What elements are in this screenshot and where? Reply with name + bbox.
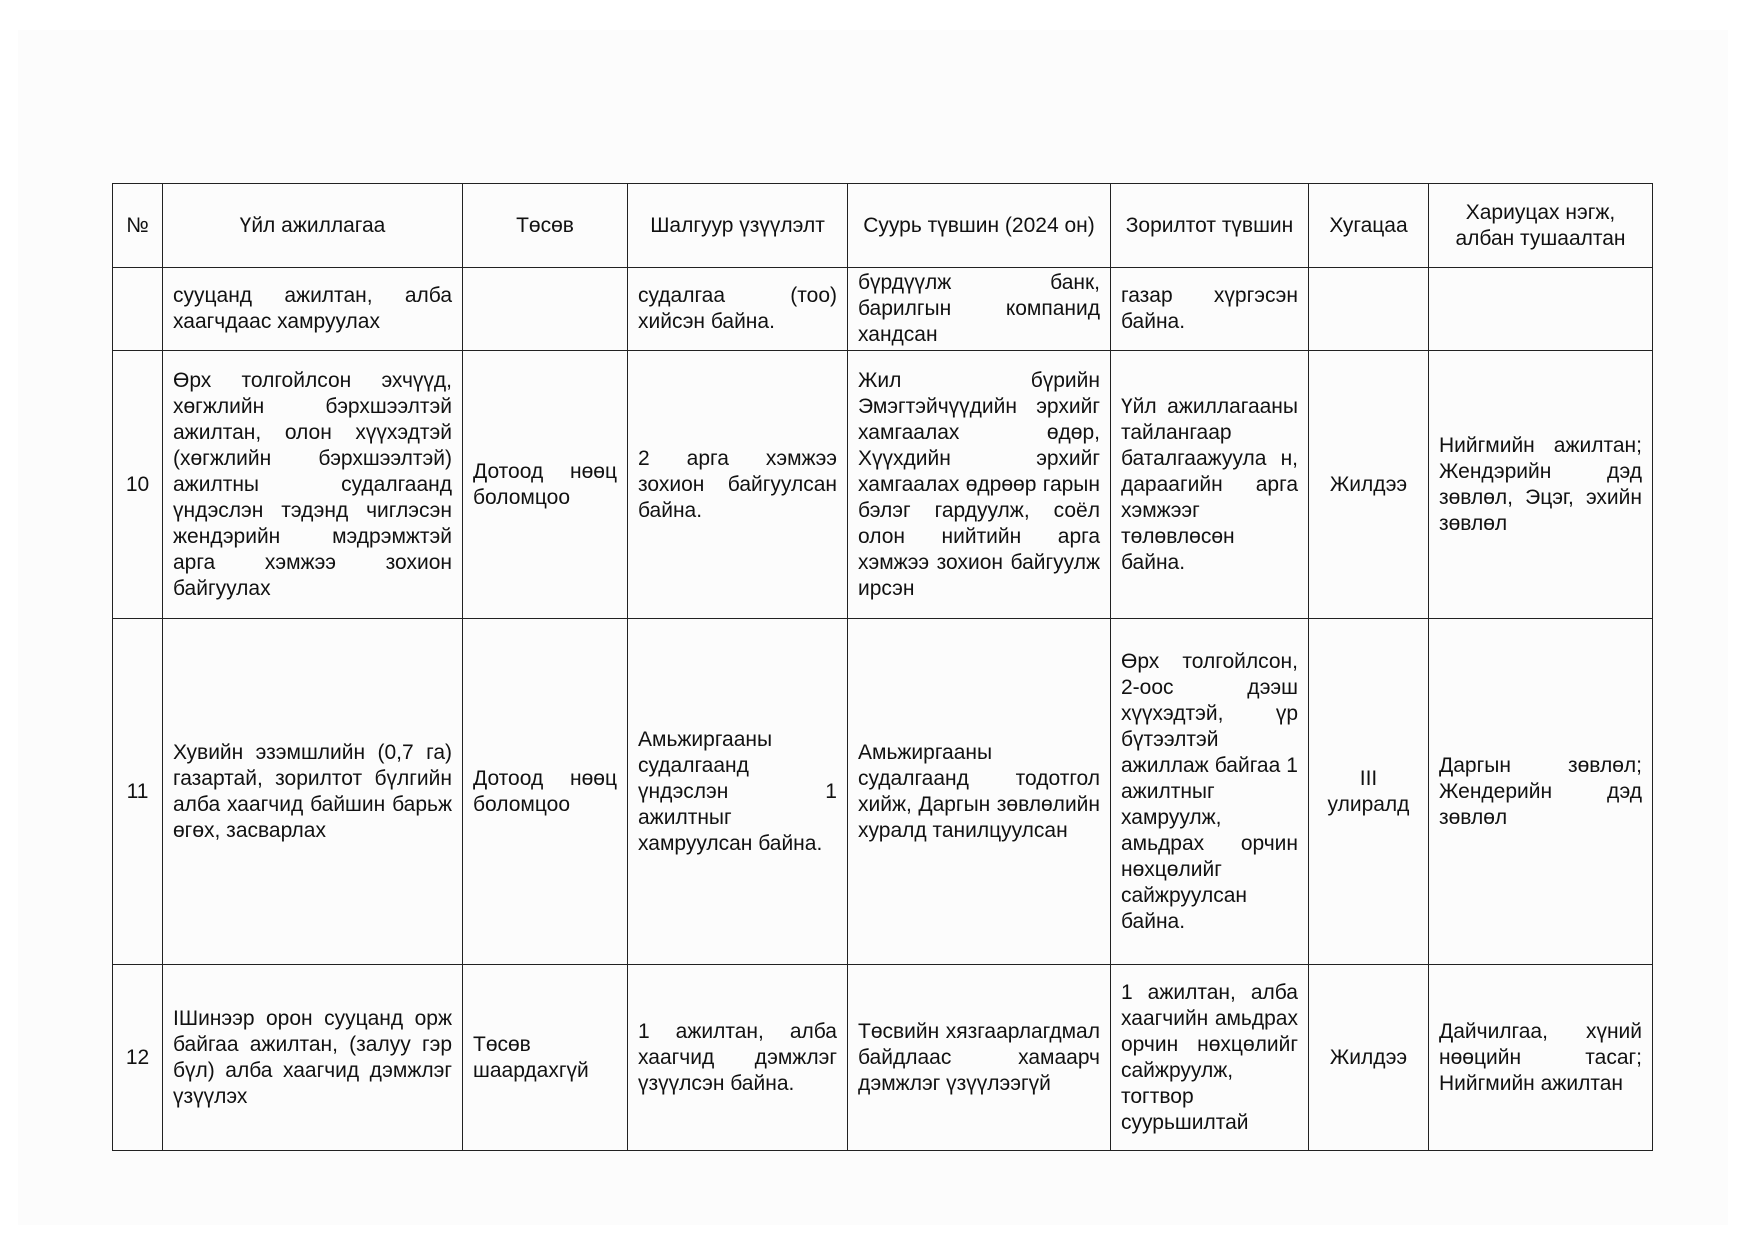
indicator-cell: 1 ажилтан, алба хаагчид дэмжлэг үзүүлсэн байна. xyxy=(628,965,848,1151)
deadline-cell: Жилдээ xyxy=(1309,351,1429,619)
deadline-cell: III улиралд xyxy=(1309,619,1429,965)
baseline-cell: Төсвийн хязгаарлагдмал байдлаас хамаарч дэмжлэг үзүүлээгүй xyxy=(848,965,1111,1151)
activity-cell: Өрх толгойлсон эхчүүд, хөгжлийн бэрхшээлтэй ажилтан, олон хүүхэдтэй (хөгжлийн бэрхшээлтэй) ажилтны судалгаанд үндэслэн тэдэнд чиглэсэн жендэрийн мэдрэмжтэй арга хэмжээ зохион байгуулах xyxy=(163,351,463,619)
responsible-cell: Нийгмийн ажилтан; Жендэрийн дэд зөвлөл, Эцэг, эхийн зөвлөл xyxy=(1429,351,1653,619)
header-target: Зорилтот түвшин xyxy=(1111,184,1309,268)
baseline-cell: бүрдүүлж банк, барилгын компанид хандсан xyxy=(848,268,1111,351)
header-baseline: Суурь түвшин (2024 он) xyxy=(848,184,1111,268)
baseline-cell: Амьжиргааны судалгаанд тодотгол хийж, Даргын зөвлөлийн хуралд танилцуулсан xyxy=(848,619,1111,965)
budget-cell xyxy=(463,268,628,351)
target-cell: Өрх толгойлсон, 2-оос дээш хүүхэдтэй, үр бүтээлтэй ажиллаж байгаа 1 ажилтныг хамруулж, амьдрах орчин нөхцөлийг сайжруулсан байна. xyxy=(1111,619,1309,965)
header-indicator: Шалгуур үзүүлэлт xyxy=(628,184,848,268)
indicator-cell: 2 арга хэмжээ зохион байгуулсан байна. xyxy=(628,351,848,619)
target-cell: газар хүргэсэн байна. xyxy=(1111,268,1309,351)
activity-cell: IШинээр орон сууцанд орж байгаа ажилтан, (залуу гэр бүл) алба хаагчид дэмжлэг үзүүлэх xyxy=(163,965,463,1151)
table-row xyxy=(113,351,1653,619)
table-row xyxy=(113,619,1653,965)
responsible-cell: Даргын зөвлөл; Жендерийн дэд зөвлөл xyxy=(1429,619,1653,965)
deadline-cell xyxy=(1309,268,1429,351)
activity-cell: Хувийн эзэмшлийн (0,7 га) газартай, зорилтот бүлгийн алба хаагчид байшин барьж өгөх, засварлах xyxy=(163,619,463,965)
responsible-cell: Дайчилгаа, хүний нөөцийн тасаг; Нийгмийн ажилтан xyxy=(1429,965,1653,1151)
budget-cell: Төсөв шаардахгүй xyxy=(463,965,628,1151)
row-number xyxy=(113,268,163,351)
target-cell: 1 ажилтан, алба хаагчийн амьдрах орчин нөхцөлийг сайжруулж, тогтвор суурьшилтай xyxy=(1111,965,1309,1151)
activity-cell: сууцанд ажилтан, алба хаагчдаас хамруулах xyxy=(163,268,463,351)
row-number: 11 xyxy=(113,619,163,965)
table-header-row xyxy=(113,184,1653,268)
action-plan-table xyxy=(112,183,1653,1151)
table-row xyxy=(113,268,1653,351)
table-row xyxy=(113,965,1653,1151)
deadline-cell: Жилдээ xyxy=(1309,965,1429,1151)
row-number: 12 xyxy=(113,965,163,1151)
target-cell: Үйл ажиллагааны тайлангаар баталгаажуула н, дараагийн арга хэмжээг төлөвлөсөн байна. xyxy=(1111,351,1309,619)
budget-cell: Дотоод нөөц боломцоо xyxy=(463,351,628,619)
header-activity: Үйл ажиллагаа xyxy=(163,184,463,268)
baseline-cell: Жил бүрийн Эмэгтэйчүүдийн эрхийг хамгаалах өдөр, Хүүхдийн эрхийг хамгаалах өдрөөр гарын бэлэг гардуулж, соёл олон нийтийн арга хэмжээ зохион байгуулж ирсэн xyxy=(848,351,1111,619)
responsible-cell xyxy=(1429,268,1653,351)
header-responsible: Хариуцах нэгж, албан тушаалтан xyxy=(1429,184,1653,268)
indicator-cell: судалгаа (тоо) хийсэн байна. xyxy=(628,268,848,351)
header-number: № xyxy=(113,184,163,268)
header-deadline: Хугацаа xyxy=(1309,184,1429,268)
row-number: 10 xyxy=(113,351,163,619)
header-budget: Төсөв xyxy=(463,184,628,268)
budget-cell: Дотоод нөөц боломцоо xyxy=(463,619,628,965)
indicator-cell: Амьжиргааны судалгаанд үндэслэн 1 ажилтныг хамруулсан байна. xyxy=(628,619,848,965)
